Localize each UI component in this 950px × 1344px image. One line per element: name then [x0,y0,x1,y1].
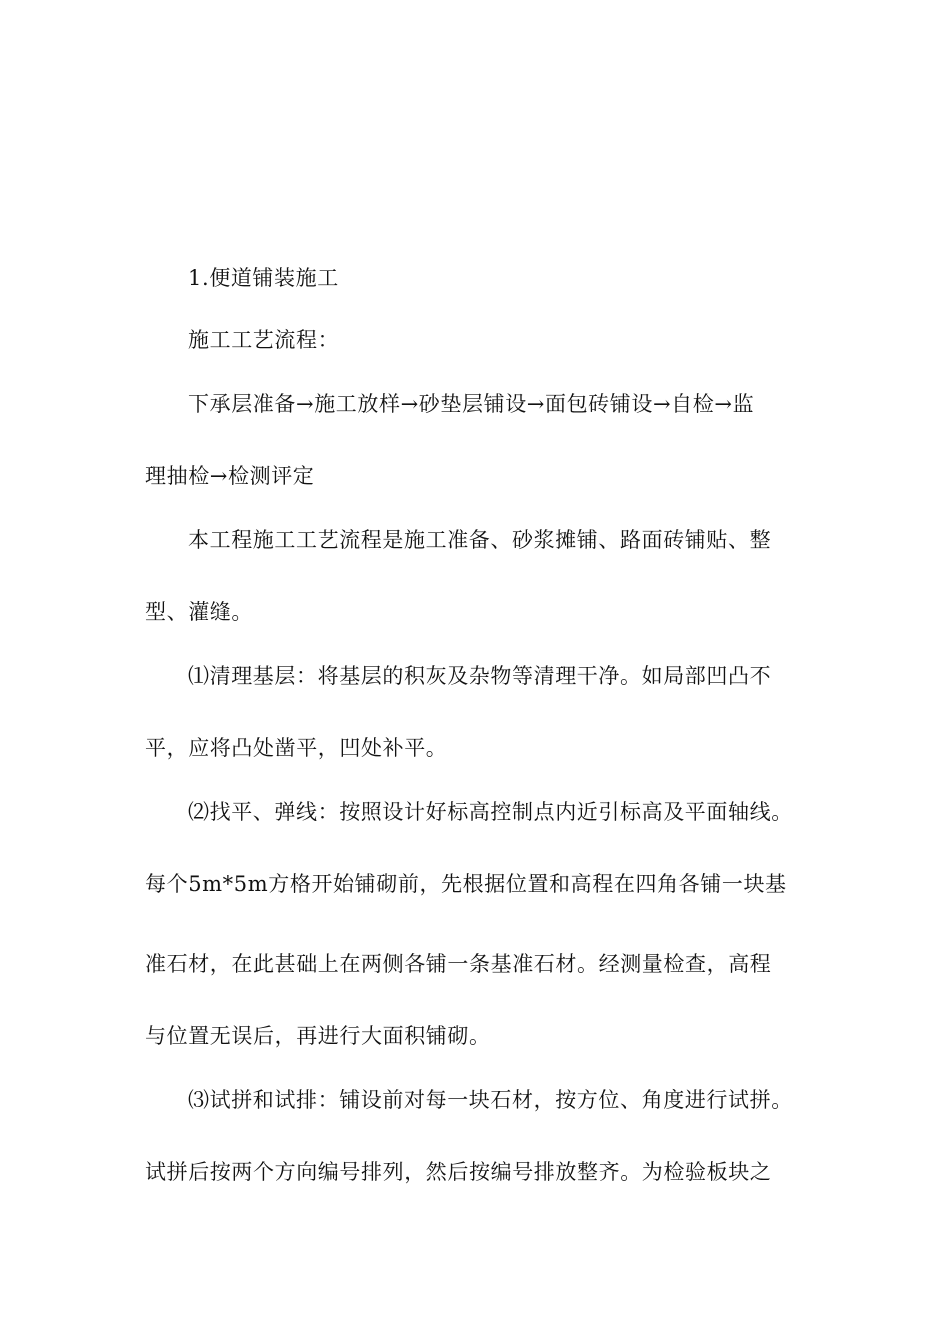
paragraph-line: 下承层准备→施工放样→砂垫层铺设→面包砖铺设→自检→监 [188,392,755,416]
section-heading: 1.便道铺装施工 [188,266,339,290]
paragraph-line: 准石材，在此甚础上在两侧各铺一条基准石材。经测量检查，高程 [145,952,772,976]
paragraph-line: 理抽检→检测评定 [145,464,315,488]
paragraph-line: 每个5m*5m方格开始铺砌前，先根据位置和高程在四角各铺一块基 [145,872,787,896]
paragraph-line: 本工程施工工艺流程是施工准备、砂浆摊铺、路面砖铺贴、整 [188,528,772,552]
paragraph-line: ⑵找平、弹线：按照设计好标高控制点内近引标高及平面轴线。 [188,800,793,824]
paragraph-line: 平，应将凸处凿平，凹处补平。 [145,736,448,760]
paragraph-line: ⑶试拼和试排：铺设前对每一块石材，按方位、角度进行试拼。 [188,1088,793,1112]
paragraph-line: 型、灌缝。 [145,600,253,624]
paragraph-line: 与位置无误后，再进行大面积铺砌。 [145,1024,491,1048]
process-label: 施工工艺流程： [188,328,340,352]
paragraph-line: ⑴清理基层：将基层的积灰及杂物等清理干净。如局部凹凸不 [188,664,772,688]
paragraph-line: 试拼后按两个方向编号排列，然后按编号排放整齐。为检验板块之 [145,1160,772,1184]
